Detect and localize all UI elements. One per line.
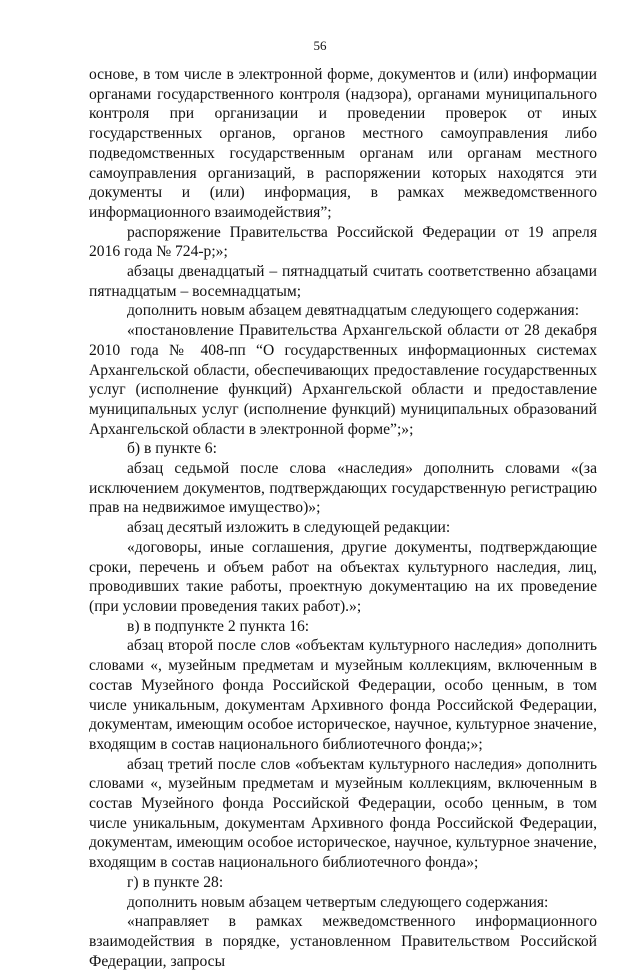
paragraph: абзац третий после слов «объектам культурного наследия» дополнить словами «, музейным предметам и музейным коллекциям, включенным в состав Музейного фонда Российской Федерации, особо ценным, в том числе уникальным, документам Архивного фонда Российской Федерации, документам, имеющим особое историческое, научное, культурное значение, входящим в состав национального библиотечного фонда»; (89, 755, 597, 872)
paragraph: дополнить новым абзацем девятнадцатым следующего содержания: (127, 302, 580, 320)
paragraph: абзац седьмой после слова «наследия» дополнить словами «(за исключением документов, подтверждающих государственную регистрацию прав на недвижимое имущество)»; (89, 460, 597, 517)
paragraph: абзац десятый изложить в следующей редакции: (127, 519, 451, 537)
paragraph: распоряжение Правительства Российской Федерации от 19 апреля 2016 года № 724-р;»; (89, 223, 597, 261)
paragraph: абзац второй после слов «объектам культурного наследия» дополнить словами «, музейным предметам и музейным коллекциям, включенным в состав Музейного фонда Российской Федерации, особо ценным, в том числе уникальным, документам Архивного фонда Российской Федерации, документам, имеющим особое историческое, научное, культурное значение, входящим в состав национального библиотечного фонда;»; (89, 637, 597, 753)
paragraph: дополнить новым абзацем четвертым следующего содержания: (127, 893, 549, 911)
paragraph: в) в подпункте 2 пункта 16: (127, 617, 310, 635)
document-body (89, 65, 597, 971)
paragraph: б) в пункте 6: (127, 440, 217, 458)
paragraph: «постановление Правительства Архангельской области от 28 декабря 2010 года № 408-пп “О государственных информационных системах Архангельской области, обеспечивающих предоставление государственных услуг (исполнение функций) Архангельской области и предоставление муниципальных услуг (исполнение функций) муниципальных образований Архангельской области в электронной форме”;»; (89, 322, 597, 438)
paragraph: «направляет в рамках межведомственного информационного взаимодействия в порядке, установленном Правительством Российской Федерации, запросы (89, 913, 597, 970)
page-number: 56 (313, 38, 327, 53)
paragraph: основе, в том числе в электронной форме, документов и (или) информации органами государственного контроля (надзора), органами муниципального контроля при организации и проведении проверок от иных государственных органов, органов местного самоуправления либо подведомственных государственным органам или органам местного самоуправления организаций, в распоряжении которых находятся эти документы и (или) информация, в рамках межведомственного информационного взаимодействия”; (89, 66, 597, 221)
paragraph: г) в пункте 28: (127, 873, 224, 891)
paragraph: «договоры, иные соглашения, другие документы, подтверждающие сроки, перечень и объем работ на объектах культурного наследия, лиц, проводивших такие работы, проектную документацию на их проведение (при условии проведения таких работ).»; (89, 538, 597, 615)
paragraph: абзацы двенадцатый – пятнадцатый считать соответственно абзацами пятнадцатым – восемнадцатым; (89, 263, 597, 300)
